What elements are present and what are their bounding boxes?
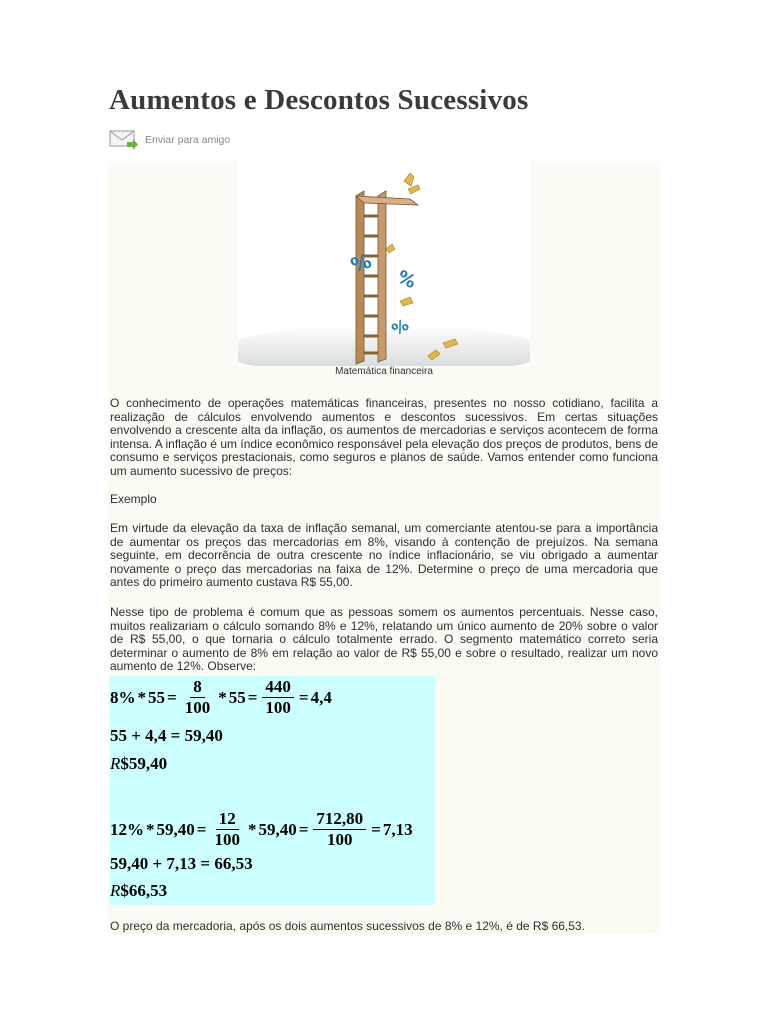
envelope-icon bbox=[109, 130, 139, 150]
formula-line-3: R $59,40 bbox=[110, 754, 168, 773]
fraction: $\frac{712,80}{100}$ bbox=[313, 810, 366, 849]
fraction: $\frac{12}{100}$ bbox=[214, 809, 240, 849]
article-content bbox=[108, 161, 660, 934]
svg-text:%: % bbox=[393, 266, 420, 294]
problem-paragraph: Nesse tipo de problema é comum que as pessoas somem os aumentos percentuais. Nesse caso, muitos realizariam o cálculo somando 8% e 12%, relatando um único aumento de 20% sobre o valor de R$ 55,00, o que tornaria o cálculo totalmente errado. O segmento matemático correto seria determinar o aumento de 8% em relação ao valor de R$ 55,00 e sobre o resultado, realizar um novo aumento de 12%. Observe: bbox=[110, 605, 658, 674]
fraction: $\frac{8}{100}$ bbox=[184, 677, 211, 717]
send-to-friend-label: Enviar para amigo bbox=[145, 134, 231, 146]
example-paragraph: Em virtude da elevação da taxa de inflação semanal, um comerciante atentou-se para a importância de aumentar os preços das mercadorias em 8%, visando à contenção de prejuízos. Na semana seguinte, em decorrência de outra crescente no índice inflacionário, se viu obrigado a aumentar novamente o preço das mercadorias na faixa de 12%. Determine o preço de uma mercadoria que antes do primeiro aumento custava R$ 55,00. bbox=[110, 521, 658, 590]
formula-line-1: 8% * 55 = $\frac{8}{100}$ * 55 = $\frac{440}{100}$ = 4,4 bbox=[110, 677, 332, 717]
formula-line-5: 59,40 + 7,13 = 66,53 bbox=[110, 854, 253, 873]
conclusion-paragraph: O preço da mercadoria, após os dois aumentos sucessivos de 8% e 12%, é de R$ 66,53. bbox=[110, 919, 585, 933]
formula-line-2: 55 + 4,4 = 59,40 bbox=[110, 726, 223, 745]
figure-caption: Matemática financeira bbox=[335, 366, 433, 377]
calculation-box bbox=[110, 676, 435, 905]
ladder-illustration bbox=[238, 161, 530, 366]
page-title: Aumentos e Descontos Sucessivos bbox=[109, 84, 529, 116]
fraction: $\frac{440}{100}$ bbox=[262, 678, 294, 717]
example-heading: Exemplo bbox=[110, 492, 157, 506]
article-illustration bbox=[238, 161, 530, 366]
formula-line-4: 12% * 59,40 = $\frac{12}{100}$ * 59,40 = $\frac{712,80}{100}$ = 7,13 bbox=[110, 809, 413, 849]
svg-text:%: % bbox=[347, 248, 375, 278]
send-to-friend-link[interactable] bbox=[109, 130, 230, 150]
formula-line-6: R $66,53 bbox=[110, 881, 168, 900]
intro-paragraph: O conhecimento de operações matemáticas financeiras, presentes no nosso cotidiano, facilita a realização de cálculos envolvendo aumentos e descontos sucessivos. Em certas situações envolvendo a crescente alta da inflação, os aumentos de mercadorias e serviços acontecem de forma intensa. A inflação é um índice econômico responsável pela elevação dos preços de produtos, bens de consumo e serviços prestacionais, como seguros e planos de saúde. Vamos entender como funciona um aumento sucessivo de preços: bbox=[110, 396, 658, 478]
svg-text:%: % bbox=[388, 314, 412, 340]
